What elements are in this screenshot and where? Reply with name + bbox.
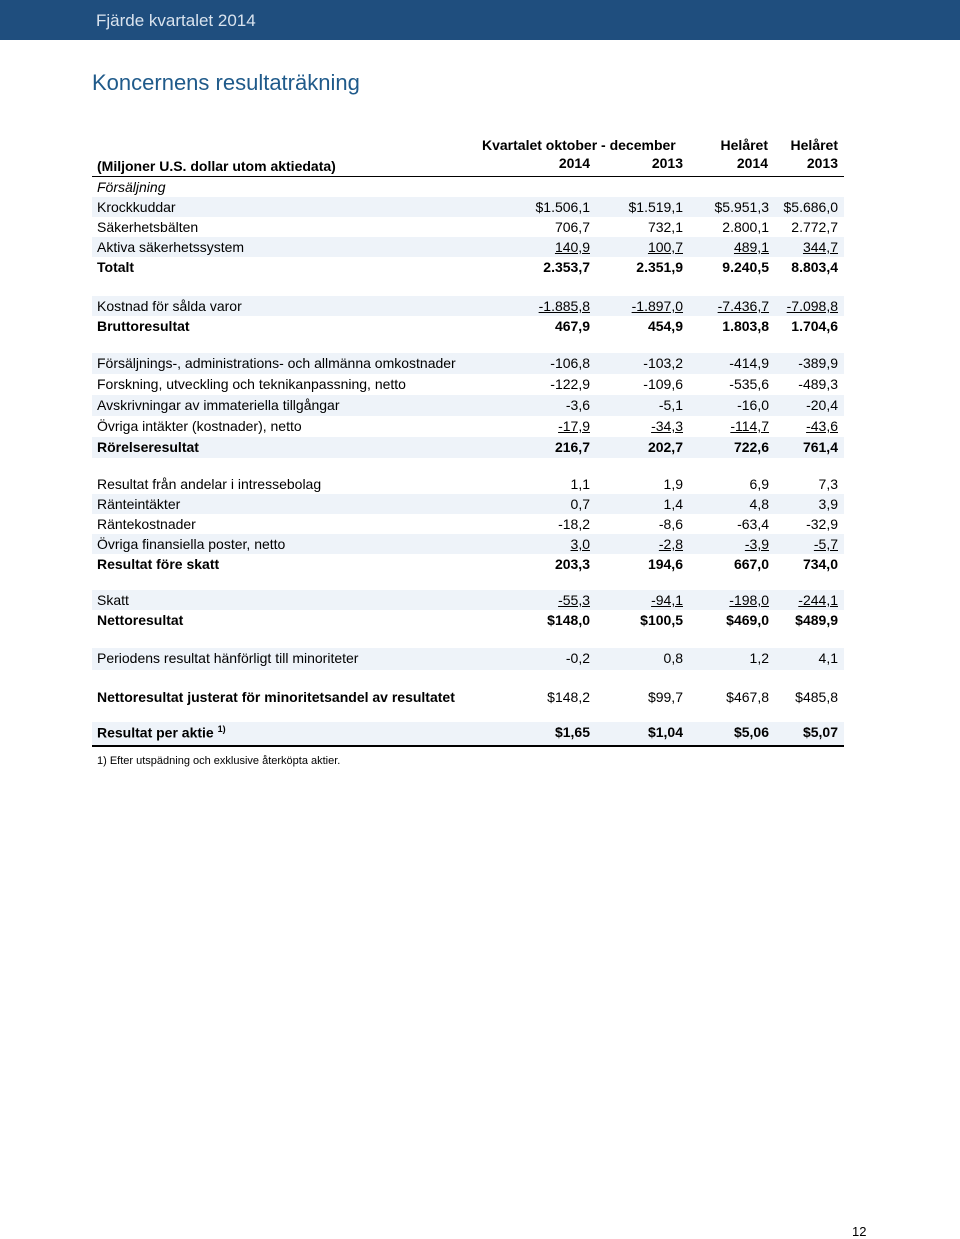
cell-value: -63,4 (737, 516, 769, 532)
col-header-fy-2014: 2014 (736, 155, 768, 171)
cell-value: 140,9 (554, 239, 590, 255)
cell-value: 732,1 (647, 219, 683, 235)
cell-value: 4,8 (749, 496, 769, 512)
cell-value: $5,07 (802, 724, 838, 740)
cell-value: $100,5 (640, 612, 683, 628)
cell-value: $485,8 (795, 689, 838, 705)
table-row (92, 474, 844, 494)
cell-value: 3,9 (818, 496, 838, 512)
cell-value: 7,3 (818, 476, 838, 492)
cell-value: -1.897,0 (631, 298, 683, 314)
row-label: Nettoresultat justerat för minoritetsandel av resultatet (97, 689, 455, 705)
cell-value: 761,4 (802, 439, 838, 455)
cell-value: -43,6 (806, 418, 838, 434)
col-header-q4-2013: 2013 (651, 155, 683, 171)
cell-value: -7.436,7 (717, 298, 769, 314)
row-label: Avskrivningar av immateriella tillgångar (97, 397, 340, 413)
cell-value: 6,9 (749, 476, 769, 492)
cell-value: 467,9 (554, 318, 590, 334)
table-row (92, 416, 844, 437)
cell-value: -7.098,8 (786, 298, 838, 314)
cell-value: 1,1 (570, 476, 590, 492)
row-label: Säkerhetsbälten (97, 219, 199, 235)
cell-value: -3,9 (744, 536, 769, 552)
cell-value: -5,1 (658, 397, 683, 413)
cell-value: -389,9 (798, 355, 838, 371)
cell-value: 203,3 (554, 556, 590, 572)
full-year-header-1: Helåret (720, 137, 768, 153)
cell-value: -34,3 (651, 418, 683, 434)
cell-value: 706,7 (554, 219, 590, 235)
cell-value: 100,7 (647, 239, 683, 255)
table-row-total (92, 316, 844, 336)
table-row (92, 296, 844, 316)
cell-value: 1.704,6 (791, 318, 838, 334)
row-label: Resultat före skatt (97, 556, 220, 572)
cell-value: -535,6 (729, 376, 769, 392)
cell-value: $467,8 (726, 689, 769, 705)
row-label: Nettoresultat (97, 612, 184, 628)
row-label: Periodens resultat hänförligt till minoriteter (97, 650, 359, 666)
cell-value: 3,0 (570, 536, 590, 552)
cell-value: $489,9 (795, 612, 838, 628)
cell-value: 1,4 (663, 496, 683, 512)
table-row (92, 514, 844, 534)
row-label: Resultat från andelar i intressebolag (97, 476, 322, 492)
cell-value: 667,0 (733, 556, 769, 572)
cell-value: -106,8 (550, 355, 590, 371)
cell-value: $148,0 (547, 612, 590, 628)
table-header-row-2 (92, 154, 844, 177)
cell-value: 1.803,8 (722, 318, 769, 334)
banner-title: Fjärde kvartalet 2014 (96, 11, 256, 30)
footnote: 1) Efter utspädning och exklusive återköpta aktier. (97, 755, 341, 767)
cell-value: 8.803,4 (791, 259, 838, 275)
cell-value: $148,2 (547, 689, 590, 705)
cell-value: -122,9 (550, 376, 590, 392)
units-label: (Miljoner U.S. dollar utom aktiedata) (97, 158, 336, 174)
table-row (92, 395, 844, 416)
cell-value: 344,7 (802, 239, 838, 255)
cell-value: $1,04 (647, 724, 683, 740)
row-label: Krockkuddar (97, 199, 176, 215)
header-banner (0, 0, 960, 40)
cell-value: 2.772,7 (791, 219, 838, 235)
cell-value: 0,7 (570, 496, 590, 512)
cell-value: -55,3 (558, 592, 590, 608)
cell-value: 489,1 (733, 239, 769, 255)
cell-value: 2.800,1 (722, 219, 769, 235)
cell-value: -18,2 (558, 516, 590, 532)
cell-value: 9.240,5 (722, 259, 769, 275)
row-label: Rörelseresultat (97, 439, 199, 455)
cell-value: -0,2 (565, 650, 590, 666)
table-row (92, 590, 844, 610)
cell-value: 1,2 (749, 650, 769, 666)
row-label: Kostnad för sålda varor (97, 298, 242, 314)
cell-value: -109,6 (643, 376, 683, 392)
cell-value: 202,7 (647, 439, 683, 455)
row-label: Övriga intäkter (kostnader), netto (97, 418, 302, 434)
cell-value: 0,8 (663, 650, 683, 666)
cell-value: -16,0 (737, 397, 769, 413)
cell-value: 4,1 (818, 650, 838, 666)
eps-label: Resultat per aktie (97, 724, 214, 741)
table-header-row-1 (92, 136, 844, 154)
cell-value: $5.686,0 (783, 199, 838, 215)
cell-value: -1.885,8 (538, 298, 590, 314)
cell-value: -2,8 (658, 536, 683, 552)
table-row-total (92, 257, 844, 277)
table-row (92, 197, 844, 217)
table-row-total (92, 437, 844, 458)
table-row (92, 217, 844, 237)
cell-value: 454,9 (647, 318, 683, 334)
cell-value: $469,0 (726, 612, 769, 628)
table-row-eps (92, 722, 844, 747)
cell-value: $1,65 (554, 724, 590, 740)
cell-value: -3,6 (565, 397, 590, 413)
table-row (92, 353, 844, 374)
cell-value: -198,0 (729, 592, 769, 608)
cell-value: 194,6 (647, 556, 683, 572)
cell-value: -114,7 (730, 418, 769, 434)
cell-value: $5.951,3 (714, 199, 769, 215)
cell-value: -103,2 (643, 355, 683, 371)
cell-value: $1.519,1 (628, 199, 683, 215)
cell-value: $5,06 (733, 724, 769, 740)
cell-value: 216,7 (554, 439, 590, 455)
page-title: Koncernens resultaträkning (92, 70, 360, 95)
table-row (92, 374, 844, 395)
cell-value: 1,9 (663, 476, 683, 492)
col-header-fy-2013: 2013 (806, 155, 838, 171)
col-header-q4-2014: 2014 (558, 155, 590, 171)
row-label: Skatt (97, 592, 129, 608)
row-label: Övriga finansiella poster, netto (97, 536, 286, 552)
row-label: Räntekostnader (97, 516, 196, 532)
table-row (92, 237, 844, 257)
cell-value: -489,3 (798, 376, 838, 392)
table-row-total (92, 554, 844, 574)
table-row (92, 648, 844, 670)
row-label: Forskning, utveckling och teknikanpassning, netto (97, 376, 406, 392)
full-year-header-2: Helåret (790, 137, 838, 153)
cell-value: 734,0 (802, 556, 838, 572)
cell-value: -414,9 (729, 355, 769, 371)
cell-value: 2.353,7 (543, 259, 590, 275)
period-header: Kvartalet oktober - december (482, 137, 676, 153)
row-label: Ränteintäkter (97, 496, 181, 512)
cell-value: 722,6 (733, 439, 769, 455)
cell-value: -5,7 (813, 536, 838, 552)
cell-value: $99,7 (647, 689, 683, 705)
row-label: Försäljnings-, administrations- och allmänna omkostnader (97, 355, 456, 371)
table-row-total (92, 610, 844, 632)
cell-value: -32,9 (806, 516, 838, 532)
table-row-total (92, 687, 844, 709)
cell-value: -244,1 (798, 592, 838, 608)
row-label: Totalt (97, 259, 135, 275)
row-label (97, 724, 226, 741)
row-label: Bruttoresultat (97, 318, 190, 334)
page-number: 12 (852, 1224, 867, 1239)
cell-value: -94,1 (651, 592, 683, 608)
row-label: Försäljning (97, 179, 166, 195)
table-row (92, 534, 844, 554)
table-row (92, 177, 844, 197)
cell-value: $1.506,1 (535, 199, 590, 215)
income-statement-table (92, 136, 844, 747)
footnote-marker: 1) (217, 724, 226, 734)
cell-value: -17,9 (558, 418, 590, 434)
cell-value: 2.351,9 (636, 259, 683, 275)
table-row (92, 494, 844, 514)
cell-value: -20,4 (806, 397, 838, 413)
row-label: Aktiva säkerhetssystem (97, 239, 245, 255)
cell-value: -8,6 (658, 516, 683, 532)
